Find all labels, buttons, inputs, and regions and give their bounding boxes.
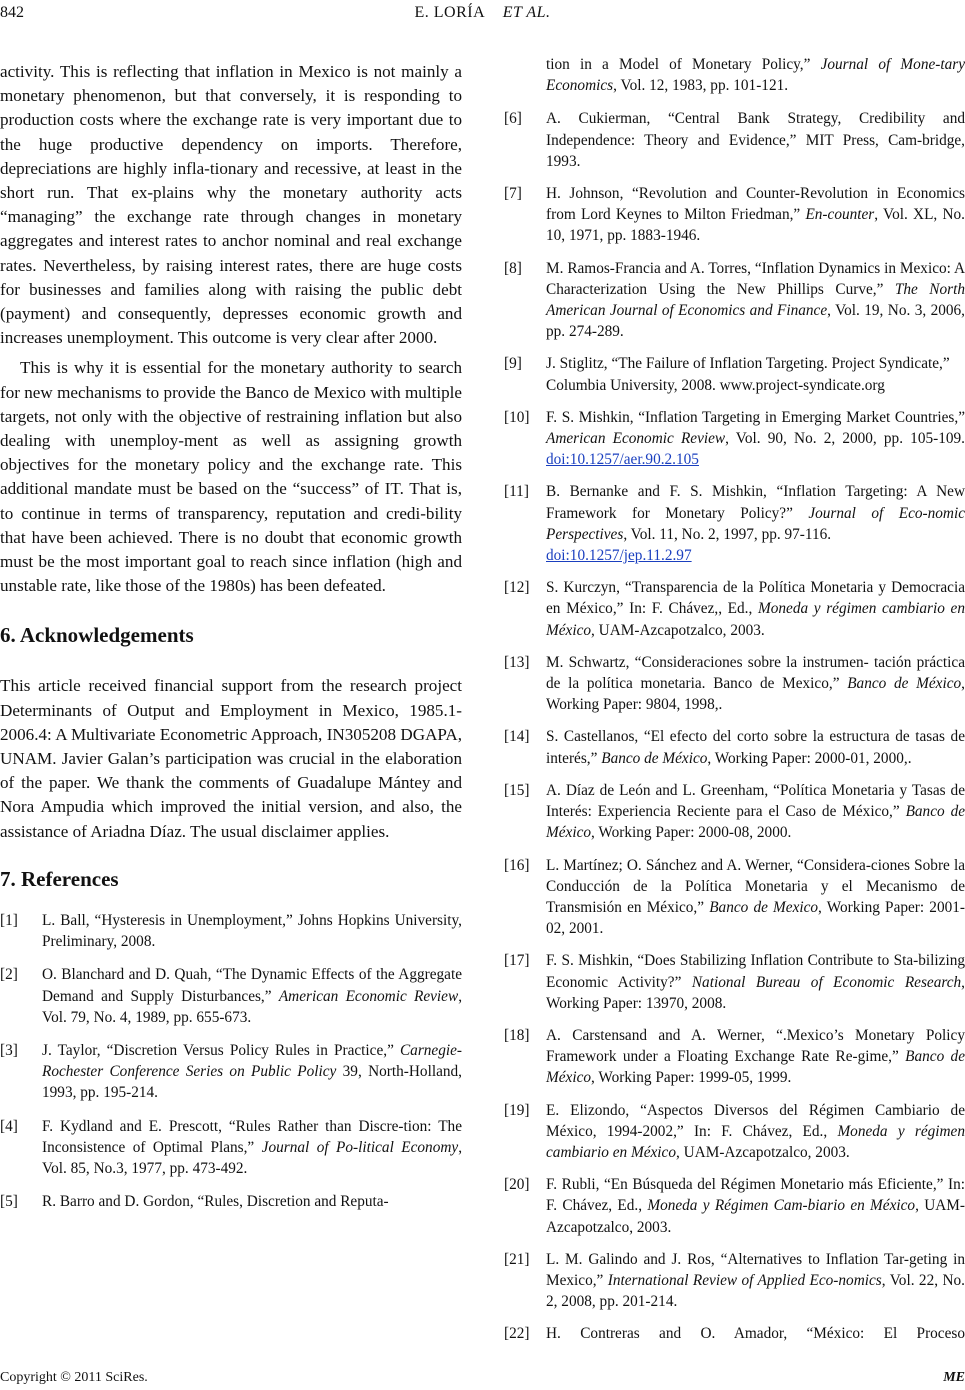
reference-item <box>0 1040 462 1104</box>
reference-text: J. Taylor, “Discretion Versus Policy Rules in Practice,” Carnegie-Rochester Conference Series on Public Policy 39, North-Holland, 1993, pp. 195-214. <box>42 1041 462 1102</box>
copyright-notice: Copyright © 2011 SciRes. <box>0 1370 148 1385</box>
acknowledgements-heading: 6. Acknowledgements <box>0 623 194 648</box>
reference-item <box>504 1249 965 1313</box>
reference-text: A. Cukierman, “Central Bank Strategy, Credibility and Independence: Theory and Evidence,” MIT Press, Cam-bridge, 1993. <box>546 110 965 170</box>
reference-item <box>504 407 965 471</box>
reference-number: [15] <box>504 781 530 799</box>
reference-number: [14] <box>504 728 530 746</box>
reference-number: [3] <box>0 1041 18 1059</box>
reference-number: [10] <box>504 408 530 426</box>
reference-text: A. Díaz de León and L. Greenham, “Política Monetaria y Tasas de Interés: Experiencia Reciente para el Caso de México,” Banco de México, Working Paper: 2000-08, 2000. <box>546 781 965 842</box>
running-head <box>0 4 965 22</box>
body-paragraph: This is why it is essential for the monetary authority to search for new mechanisms to provide the Banco de Mexico with multiple targets, not only with the objective of restraining inflation but also dealing with unemploy-ment as well as assigning growth objectives for the monetary policy and the exchange rate. This additional mandate must be based on the “success” of IT. That is, to continue in terms of transparency, reputation and credi-bility that have been achieved. There is no doubt that economic growth must be the most important goal to reach since inflation (high and unstable rate, like those of the 1980s) has been defeated. <box>0 358 462 596</box>
reference-item <box>504 183 965 247</box>
reference-item <box>504 577 965 641</box>
reference-text: L. Martínez; O. Sánchez and A. Werner, “Considera-ciones Sobre la Conducción de la Política Monetaria y el Mecanismo de Transmisión en México,” Banco de Mexico, Working Paper: 2001-02, 2001. <box>546 856 965 938</box>
running-head-authors: E. LORÍA <box>414 4 485 21</box>
reference-number: [9] <box>504 355 522 373</box>
reference-item <box>504 855 965 940</box>
reference-item <box>504 1100 965 1164</box>
right-column <box>504 54 965 1356</box>
reference-text: R. Barro and D. Gordon, “Rules, Discretion and Reputa- <box>42 1193 389 1211</box>
reference-item <box>504 950 965 1014</box>
reference-number: [1] <box>0 911 18 929</box>
reference-item <box>0 1191 462 1212</box>
doi-link[interactable]: doi:10.1257/jep.11.2.97 <box>546 547 692 565</box>
reference-number: [18] <box>504 1026 530 1044</box>
reference-text: M. Schwartz, “Consideraciones sobre la instrumen- tación práctica de la política monetaria. Banco de Mexico,” Banco de México, Working Paper: 9804, 1998,. <box>546 653 965 714</box>
reference-item <box>504 726 965 768</box>
reference-text: S. Castellanos, “El efecto del corto sobre la estructura de tasas de interés,” Banco de México, Working Paper: 2000-01, 2000,. <box>546 728 965 767</box>
reference-item <box>504 258 965 343</box>
journal-abbrev: ME <box>943 1370 965 1385</box>
reference-item <box>504 1025 965 1089</box>
reference-number: [6] <box>504 110 522 128</box>
reference-text: J. Stiglitz, “The Failure of Inflation Targeting. Project Syndicate,” Columbia University, 2008. www.project-syndicate.org <box>546 355 950 394</box>
reference-text: B. Bernanke and F. S. Mishkin, “Inflation Targeting: A New Framework for Monetary Policy?” Journal of Eco-nomic Perspectives, Vol. 11, No. 2, 1997, pp. 97-116. doi:10.1257/jep.11.2.97 <box>546 483 965 565</box>
references-heading: 7. References <box>0 866 119 891</box>
reference-item <box>504 353 965 395</box>
reference-text: F. S. Mishkin, “Inflation Targeting in Emerging Market Countries,” American Economic Review, Vol. 90, No. 2, 2000, pp. 105-109. doi:10.1257/aer.90.2.105 <box>546 408 965 469</box>
reference-number: [21] <box>504 1250 530 1268</box>
reference-number: [20] <box>504 1176 530 1194</box>
reference-number: [5] <box>0 1193 18 1211</box>
reference-number: [22] <box>504 1325 530 1343</box>
acknowledgements-text: This article received financial support from the research project Determinants of Output and Employment in Mexico, 1985.1-2006.4: A Multivariate Econometric Approach, IN305208 DGAPA, UNAM. Javier Galan’s participation was crucial in the elaboration of the paper. We thank the comments of Guadalupe Mántey and Nora Ampudia which improved the initial version, and also, the assistance of Ariadna Díaz. The usual disclaimer applies. <box>0 676 462 841</box>
reference-text: H. Contreras and O. Amador, “México: El Proceso <box>546 1325 965 1343</box>
reference-number: [12] <box>504 579 530 597</box>
page-header <box>0 0 965 40</box>
running-head-etal: ET AL. <box>502 4 551 21</box>
reference-text: O. Blanchard and D. Quah, “The Dynamic Effects of the Aggregate Demand and Supply Disturbances,” American Economic Review, Vol. 79, No. 4, 1989, pp. 655-673. <box>42 966 463 1026</box>
reference-number: [7] <box>504 185 522 203</box>
reference-text: L. M. Galindo and J. Ros, “Alternatives to Inflation Tar-geting in Mexico,” International Review of Applied Eco-nomics, Vol. 22, No. 2, 2008, pp. 201-214. <box>546 1250 965 1311</box>
reference-item <box>504 652 965 716</box>
reference-text: F. S. Mishkin, “Does Stabilizing Inflation Contribute to Sta-bilizing Economic Activity?” National Bureau of Economic Research, Working Paper: 13970, 2008. <box>546 952 965 1012</box>
reference-item <box>504 1323 965 1344</box>
reference-number: [8] <box>504 259 522 277</box>
reference-continuation: tion in a Model of Monetary Policy,” Journal of Mone-tary Economics, Vol. 12, 1983, pp. 101-121. <box>546 56 965 95</box>
reference-number: [11] <box>504 483 529 501</box>
left-column <box>0 60 462 1224</box>
reference-text: F. Kydland and E. Prescott, “Rules Rather than Discre-tion: The Inconsistence of Optimal Plans,” Journal of Po-litical Economy, Vol. 85, No.3, 1977, pp. 473-492. <box>42 1117 463 1177</box>
reference-number: [13] <box>504 653 530 671</box>
reference-item <box>0 1116 462 1180</box>
reference-item <box>504 481 965 566</box>
reference-number: [16] <box>504 856 530 874</box>
reference-item <box>504 780 965 844</box>
reference-number: [2] <box>0 966 18 984</box>
reference-item <box>504 1174 965 1238</box>
reference-number: [4] <box>0 1117 18 1135</box>
reference-number: [17] <box>504 952 530 970</box>
reference-text: A. Carstensand and A. Werner, “.Mexico’s Monetary Policy Framework under a Floating Exchange Rate Re-gime,” Banco de México, Working Paper: 1999-05, 1999. <box>546 1026 965 1087</box>
page-number: 842 <box>0 4 24 21</box>
reference-text: M. Ramos-Francia and A. Torres, “Inflation Dynamics in Mexico: A Characterization Using the New Phillips Curve,” The North American Journal of Economics and Finance, Vol. 19, No. 3, 2006, pp. 274-289. <box>546 259 965 341</box>
reference-text: L. Ball, “Hysteresis in Unemployment,” Johns Hopkins University, Preliminary, 2008. <box>42 911 462 951</box>
reference-item <box>504 108 965 172</box>
reference-item <box>0 964 462 1028</box>
reference-text: E. Elizondo, “Aspectos Diversos del Régimen Cambiario de México, 1994-2002,” In: F. Chávez, Ed., Moneda y régimen cambiario en México, UAM-Azcapotzalco, 2003. <box>546 1101 965 1161</box>
reference-item <box>0 910 462 952</box>
reference-number: [19] <box>504 1101 530 1119</box>
body-paragraph: activity. This is reflecting that inflation in Mexico is not mainly a monetary phenomenon, but that conversely, it is responding to production costs where the exchange rate is very important due to the huge productive dependency on imports. Therefore, depreciations are highly infla-tionary and recessive, at least in the short run. That ex-plains why the monetary authority acts “managing” the exchange rate through changes in monetary aggregates and interest rates to anchor nominal and real exchange rates. Nevertheless, by raising interest rates, there are huge costs for businesses and families along with raising the public debt (payment) and consequently, depresses economic growth and increases unemployment. This outcome is very clear after 2000. <box>0 62 462 348</box>
reference-text: F. Rubli, “En Búsqueda del Régimen Monetario más Eficiente,” In: F. Chávez, Ed., Moneda y Régimen Cam-biario en México, UAM-Azcapotzalco, 2003. <box>546 1176 965 1236</box>
reference-text: S. Kurczyn, “Transparencia de la Política Monetaria y Democracia en México,” In: F. Chávez,, Ed., Moneda y régimen cambiario en México, UAM-Azcapotzalco, 2003. <box>546 579 965 639</box>
doi-link[interactable]: doi:10.1257/aer.90.2.105 <box>546 451 699 469</box>
reference-text: H. Johnson, “Revolution and Counter-Revolution in Economics from Lord Keynes to Milton Friedman,” En-counter, Vol. XL, No. 10, 1971, pp. 1883-1946. <box>546 185 965 245</box>
